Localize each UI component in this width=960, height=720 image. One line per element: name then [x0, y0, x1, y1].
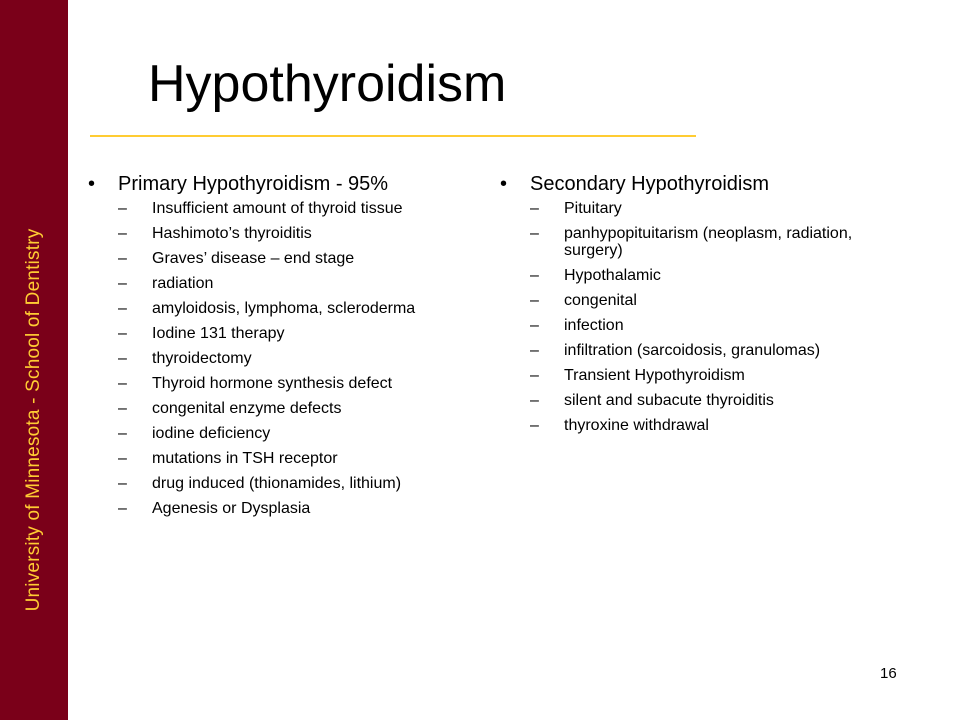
list-dash: – — [530, 342, 539, 359]
list-item-text: drug induced (thionamides, lithium) — [152, 475, 402, 492]
list-dash: – — [530, 267, 539, 284]
page-number: 16 — [880, 665, 897, 682]
list-dash: – — [118, 275, 127, 292]
list-item — [88, 500, 488, 517]
list-item — [500, 317, 880, 334]
list-dash: – — [530, 417, 539, 434]
list-dash: – — [118, 425, 127, 442]
list-item-text: Hypothalamic — [564, 267, 661, 284]
list-item — [88, 400, 488, 417]
list-dash: – — [118, 500, 127, 517]
list-dash: – — [118, 350, 127, 367]
list-item-text: Graves’ disease – end stage — [152, 250, 355, 267]
list-item — [88, 450, 488, 467]
list-dash: – — [530, 200, 539, 217]
list-item-text: amyloidosis, lymphoma, scleroderma — [152, 300, 416, 317]
left-item-list — [88, 200, 488, 517]
left-heading-text: Primary Hypothyroidism - 95% — [118, 173, 389, 195]
list-item — [500, 342, 880, 359]
list-item-text: Transient Hypothyroidism — [564, 367, 745, 384]
list-item — [500, 417, 880, 434]
list-item — [500, 225, 880, 259]
list-item-text: iodine deficiency — [152, 425, 271, 442]
list-item-text: thyroxine withdrawal — [564, 417, 709, 434]
list-item — [88, 325, 488, 342]
list-item — [500, 267, 880, 284]
list-item — [500, 392, 880, 409]
list-item-text: Insufficient amount of thyroid tissue — [152, 200, 403, 217]
list-item-text: silent and subacute thyroiditis — [564, 392, 774, 409]
list-item — [88, 200, 488, 217]
list-item — [88, 425, 488, 442]
list-item-text: panhypopituitarism (neoplasm, radiation, surgery) — [564, 225, 853, 259]
list-dash: – — [118, 450, 127, 467]
list-dash: – — [530, 292, 539, 309]
list-item — [88, 250, 488, 267]
bullet: • — [88, 173, 96, 195]
list-item-text: mutations in TSH receptor — [152, 450, 338, 467]
list-item-text: radiation — [152, 275, 214, 292]
list-item-text: congenital — [564, 292, 637, 309]
list-item-text: Iodine 131 therapy — [152, 325, 285, 342]
list-dash: – — [118, 475, 127, 492]
list-item-text: Agenesis or Dysplasia — [152, 500, 311, 517]
right-item-list — [500, 200, 880, 434]
list-dash: – — [530, 367, 539, 384]
list-item — [88, 350, 488, 367]
sidebar — [0, 0, 68, 720]
list-item — [500, 367, 880, 384]
right-heading — [500, 172, 880, 196]
list-dash: – — [118, 300, 127, 317]
list-item — [88, 225, 488, 242]
list-dash: – — [118, 400, 127, 417]
list-dash: – — [530, 225, 539, 242]
left-column — [88, 172, 488, 525]
list-item — [500, 200, 880, 217]
list-item — [500, 292, 880, 309]
list-item-text: infection — [564, 317, 624, 334]
title-underline — [90, 135, 696, 137]
slide-title: Hypothyroidism — [148, 55, 507, 113]
list-item-text: Pituitary — [564, 200, 622, 217]
list-dash: – — [118, 375, 127, 392]
list-item-text: congenital enzyme defects — [152, 400, 342, 417]
list-dash: – — [530, 317, 539, 334]
list-item — [88, 275, 488, 292]
list-item — [88, 475, 488, 492]
right-column — [500, 172, 880, 442]
list-item-text: infiltration (sarcoidosis, granulomas) — [564, 342, 821, 359]
list-item-text: thyroidectomy — [152, 350, 252, 367]
right-heading-text: Secondary Hypothyroidism — [530, 173, 769, 195]
left-heading — [88, 172, 488, 196]
list-item — [88, 375, 488, 392]
list-item-text: Thyroid hormone synthesis defect — [152, 375, 393, 392]
bullet: • — [500, 173, 508, 195]
list-dash: – — [118, 225, 127, 242]
list-item — [88, 300, 488, 317]
list-dash: – — [530, 392, 539, 409]
sidebar-institution-label: University of Minnesota - School of Dentistry — [23, 228, 44, 612]
list-item-text: Hashimoto’s thyroiditis — [152, 225, 312, 242]
list-dash: – — [118, 250, 127, 267]
list-dash: – — [118, 325, 127, 342]
list-dash: – — [118, 200, 127, 217]
